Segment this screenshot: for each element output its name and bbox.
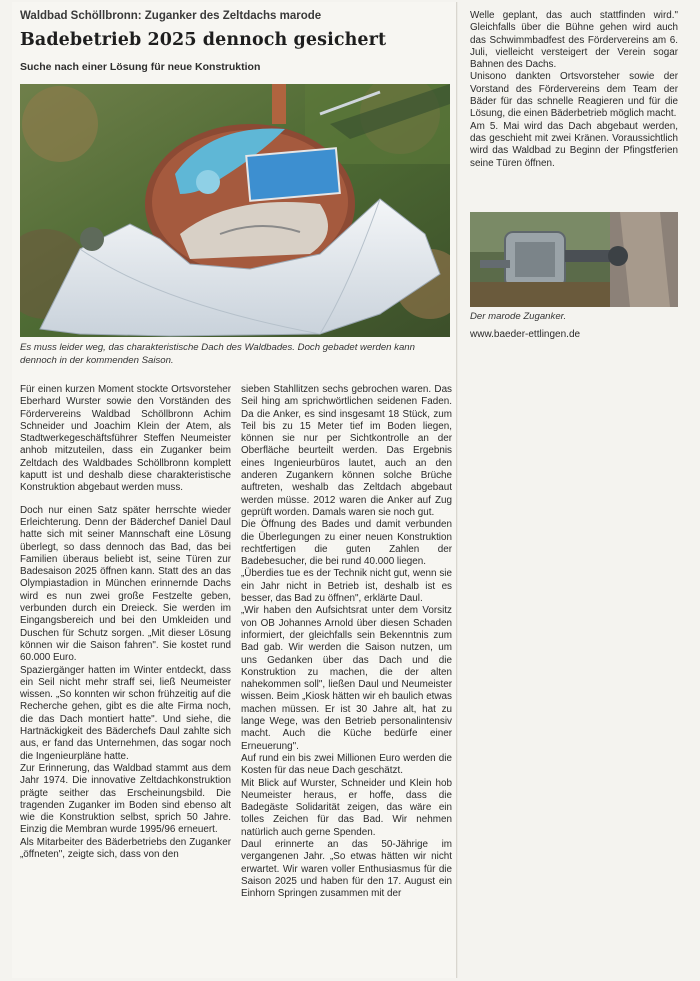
article-subhead: Suche nach einer Lösung für neue Konstruktion	[20, 61, 261, 73]
paragraph: Die Öffnung des Bades und damit verbunden die Überlegungen zu einer neuen Konstruktion rechtfertigen die guten Zahlen der Badebesucher, die bei rund 40.000 liegen.	[241, 519, 452, 568]
article-column-1	[20, 384, 231, 861]
paragraph: „Überdies tue es der Technik nicht gut, wenn sie ein Jahr nicht in Betrieb ist, deshalb ist es besser, das Bad zu öffnen", erklärte Daul.	[241, 568, 452, 605]
paragraph: Spaziergänger hatten im Winter entdeckt, dass ein Seil nicht mehr straff sei, ließ Neumeister wissen. „So konnten wir schon frühzeitig auf die Recherche gehen, gibt es die alte Firma noch, die das Dach montiert hatte". Und siehe, die Hartnäckigkeit des Bäderchefs Daul zahlte sich aus, er fand das Unternehmen, das sogar noch die Ingenieurpläne hatte.	[20, 664, 231, 762]
paragraph: Mit Blick auf Wurster, Schneider und Klein hob Neumeister heraus, er hoffe, dass die Badegäste Solidarität zeigen, das wäre ein tolles Zeichen für das Bad. Wir nehmen natürlich auch gerne Spenden.	[241, 777, 452, 838]
paragraph: Am 5. Mai wird das Dach abgebaut werden, das geschieht mit zwei Kränen. Voraussichtlich wird das Waldbad zu Beginn der Pfingstferien seine Türen öffnen.	[470, 120, 678, 169]
photo-caption: Es muss leider weg, das charakteristische Dach des Waldbades. Doch gebadet werden kann dennoch in der kommenden Saison.	[20, 342, 415, 366]
photo-zuganker	[470, 212, 678, 307]
paragraph: Welle geplant, das auch stattfinden wird." Gleichfalls über die Bühne gehen wird auch das Schwimmbadfest des Fördervereins am 6. Juli, vielleicht versteigert der Verein sogar Bahnen des Dachs.	[470, 10, 678, 71]
paragraph: Daul erinnerte an das 50-Jährige im vergangenen Jahr. „So etwas hätten wir nicht erwartet. Wir waren voller Enthusiasmus für die Saison 2025 und haben für den 17. August ein Einhorn Springen zusammen mit der	[241, 838, 452, 900]
paragraph: Für einen kurzen Moment stockte Ortsvorsteher Eberhard Wurster sowie den Vorständen des Fördervereins Waldbad Schöllbronn Achim Schneider und Joachim Klein der Atem, als Stadtwerkegeschäftsführer Steffen Neumeister anhob mitzuteilen, dass ein Zuganker beim Zeltdach des Waldbades Schöllbronn komplett kaputt ist und deshalb diese charakteristische Konstruktion abgebaut werden muss.	[20, 384, 231, 494]
article-kicker: Waldbad Schöllbronn: Zuganker des Zeltdachs marode	[20, 10, 322, 22]
paragraph: Auf rund ein bis zwei Millionen Euro werden die Kosten für das neue Dach geschätzt.	[241, 752, 452, 777]
article-column-3	[470, 10, 678, 170]
zuganker-photo-illustration	[470, 212, 678, 307]
paragraph: Unisono dankten Ortsvorsteher sowie der Vorstand des Fördervereins dem Team der Bäder für das schnelle Reagieren und für die Lösung, die einen Bäderbetrieb möglich macht.	[470, 71, 678, 120]
article-column-2	[241, 384, 452, 900]
website-link[interactable]: www.baeder-ettlingen.de	[470, 329, 581, 340]
aerial-photo-waldbad	[20, 84, 450, 337]
paragraph: Als Mitarbeiter des Bäderbetriebs den Zuganker „öffneten", zeigte sich, dass von den	[20, 836, 231, 860]
paragraph: „Wir haben den Aufsichtsrat unter dem Vorsitz von OB Johannes Arnold über diesen Schaden informiert, der gleichfalls sein Bekenntnis zum Bad gab. Wir werden die Saison nutzen, um uns Gedanken über das Dach und die Konstruktion zu machen, die der alten nahekommen soll", ließen Daul und Neumeister wissen. Beim „Kiosk hätten wir eh baulich etwas machen müssen. Er ist 30 Jahre alt, hat zu lange Wege, was den Betrieb personalintensiv macht. Auch die Küche bedürfe einer Erneuerung".	[241, 605, 452, 752]
paragraph: sieben Stahllitzen sechs gebrochen waren. Das Seil hing am sprichwörtlichen seidenen Faden. Da die Anker, es sind insgesamt 18 Stück, zum Teil bis zu 15 Meter tief im Boden liegen, können sie nur per Sichtkontrolle an der Oberfläche beurteilt werden. Das Ergebnis eines Ingenieurbüros lautet, auch an den anderen Zugankern können solche Brüche auftreten, weshalb das Zeltdach abgebaut werden müsse. 2012 waren die Anker auf Zug geprüft worden. Damals waren sie noch gut.	[241, 384, 452, 518]
aerial-photo-illustration	[20, 84, 450, 337]
paragraph: Doch nur einen Satz später herrschte wieder Erleichterung. Denn der Bäderchef Daniel Daul hatte sich mit seiner Mannschaft eine Lösung überlegt, so dass dennoch das Bad, das bei Familien überaus beliebt ist, seine Türen zur Badesaison 2025 öffnen kann. Statt des an das Olympiastadion in München erinnernde Dachs wird es nun zwei große Festzelte geben, verbunden durch ein Dreieck. Sie werden im Eingangsbereich und bei den Umkleiden und Duschen für Schutz sorgen. „Mit dieser Lösung können wir die Saison fahren". Sie kostet rund 60.000 Euro.	[20, 504, 231, 664]
zuganker-caption: Der marode Zuganker.	[470, 311, 567, 322]
article-headline: Badebetrieb 2025 dennoch gesichert	[20, 30, 387, 50]
paragraph: Zur Erinnerung, das Waldbad stammt aus dem Jahr 1974. Die innovative Zeltdachkonstruktion prägte seither das Erscheinungsbild. Die tragenden Zuganker im Boden sind ebenso alt wie die Konstruktion selbst, sprich 50 Jahre. Einzig die Membran wurde 1995/96 erneuert.	[20, 762, 231, 836]
